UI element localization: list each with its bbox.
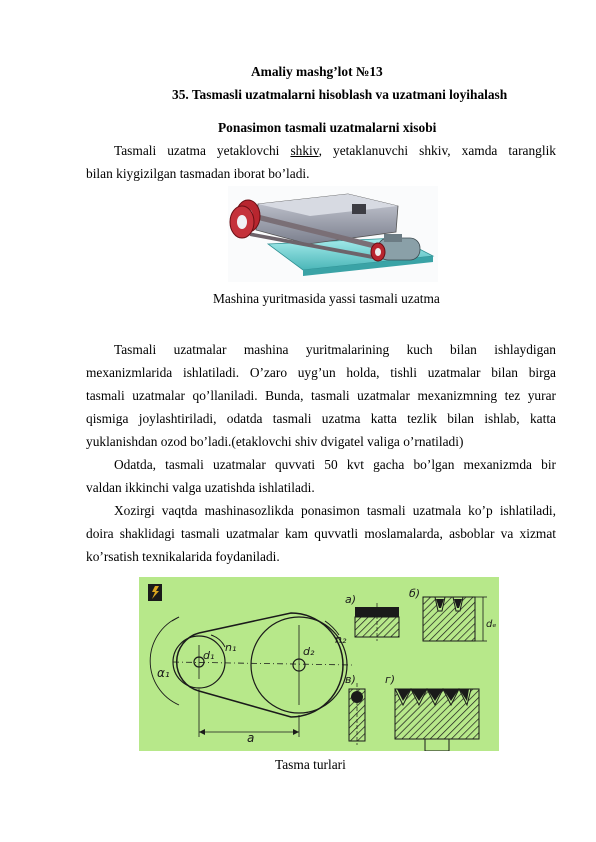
para1-line-2: mexanizmlarida ishlatiladi. O’zaro uyg’un holda, tishli uzatmalar bilan birga [86,365,556,380]
para1-line-3: tasmali uzatmalar qo’llaniladi. Bunda, tasmali uzatmalar mexanizmning tez yurar [86,388,556,403]
para3-line-2: doira shaklidagi tasmali uzatmalar kam quvvatli moslamalarda, asboblar va xizmat [86,526,556,541]
para3-line-1: Xozirgi vaqtda mashinasozlikda ponasimon tasmali uzatmala ko’p ishlatiladi, [114,503,556,518]
publisher-logo-icon [148,584,162,601]
belt-drive-illustration [228,186,438,282]
intro-line-1 [114,143,556,159]
figure1-caption: Mashina yuritmasida yassi tasmali uzatma [213,291,440,306]
flat-pulley-section [355,603,399,641]
page-title: Amaliy mashg’lot №13 [251,64,383,79]
figure2-caption: Tasma turlari [275,757,346,772]
label-d1: d₁ [203,649,215,662]
intro-text-b: , yetaklanuvchi shkiv, xamda taranglik [318,143,556,158]
intro-text-a: Tasmali uzatma yetaklovchi [114,143,291,158]
page-subtitle: 35. Tasmasli uzatmalarni hisoblash va uzatmani loyihalash [172,87,508,102]
label-alpha1: α₁ [157,666,170,680]
label-a-variant: а) [345,593,357,606]
label-a: a [247,731,255,745]
label-d2: d₂ [303,645,315,658]
round-belt-section [349,683,365,745]
para2-line-2: valdan ikkinchi valga uzatishda ishlatiladi. [86,480,315,495]
para1-line-5: yuklanishdan ozod bo’ladi.(etaklovchi shiv dvigatel valiga o’rnatiladi) [86,434,464,449]
label-v-variant: в) [345,673,356,686]
para1-line-1: Tasmali uzatmalar mashina yuritmalarining kuch bilan ishlaydigan [114,342,556,357]
intro-line-2: bilan kiygizilgan tasmadan iborat bo’ladi. [86,166,310,181]
intro-shkiv-underlined: shkiv [290,143,319,158]
para2-line-1: Odatda, tasmali uzatmalar quvvati 50 kvt gacha bo’lgan mexanizmda bir [114,457,556,472]
belt-drive-figure [228,186,438,282]
belt-types-drawing [139,577,499,751]
label-n1: n₁ [225,641,237,654]
label-n2: n₂ [335,633,347,646]
label-g-variant: г) [385,673,396,686]
belt-types-figure [139,577,499,751]
label-b-variant: б) [409,587,421,600]
para1-line-4: qismiga joylashtiriladi, odatda tasmali uzatma katta tezlik bilan ishlab, katta [86,411,556,426]
section-heading: Ponasimon tasmali uzatmalarni xisobi [218,120,437,135]
para3-line-3: ko’rsatish texnikalarida foydaniladi. [86,549,280,564]
label-de: dₑ [486,619,497,630]
